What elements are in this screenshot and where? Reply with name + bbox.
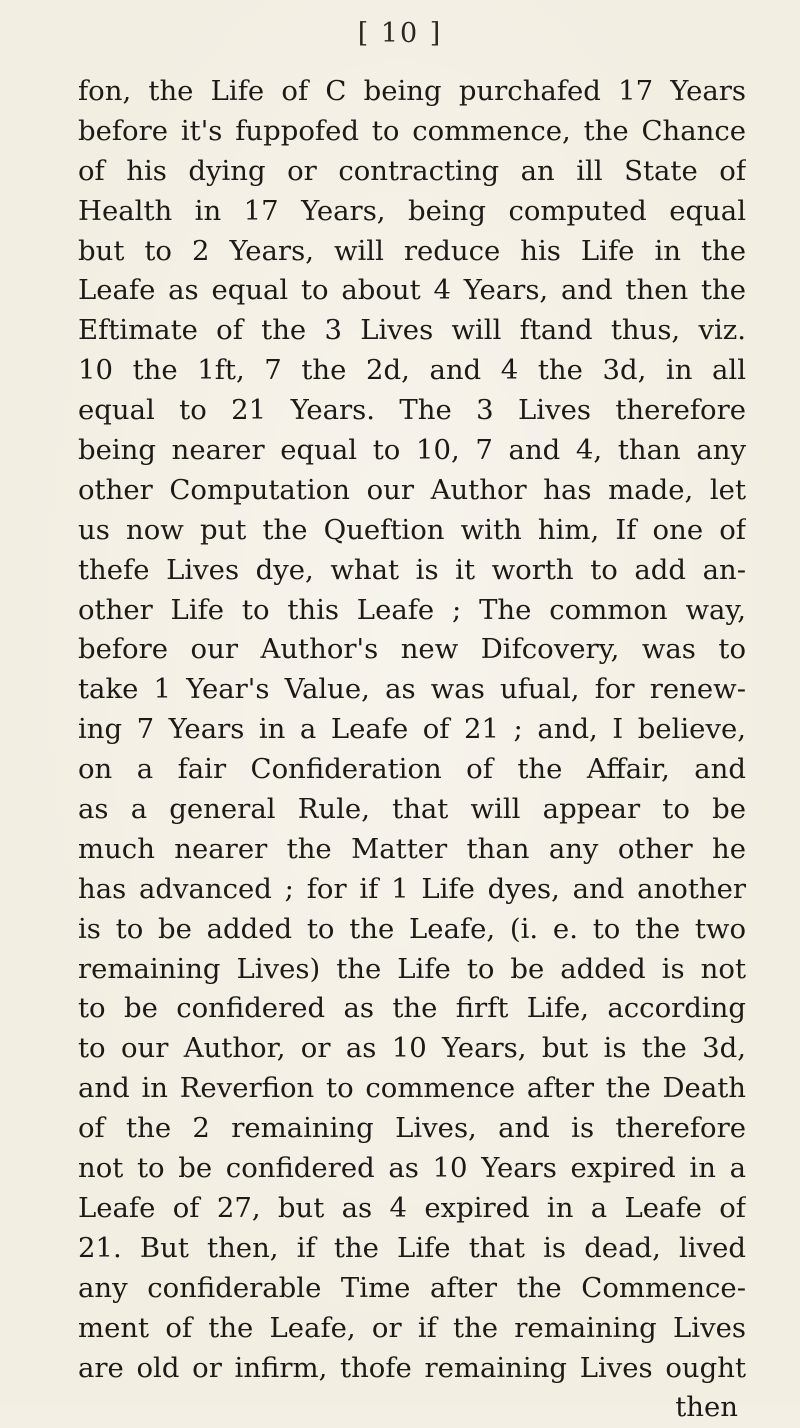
text-line: 10 the 1ft, 7 the 2d, and 4 the 3d, in all — [78, 354, 746, 387]
text-line: ing 7 Years in a Leafe of 21 ; and, I believe, — [78, 713, 746, 746]
text-line: being nearer equal to 10, 7 and 4, than any — [78, 434, 746, 467]
text-line: is to be added to the Leafe, (i. e. to the two — [78, 912, 746, 945]
text-line: of his dying or contracting an ill State of — [78, 154, 746, 187]
text-line: are old or infirm, thofe remaining Lives ought — [78, 1351, 746, 1384]
text-line: to our Author, or as 10 Years, but is the 3d, — [78, 1032, 746, 1065]
text-line: equal to 21 Years. The 3 Lives therefore — [78, 394, 746, 427]
text-line: to be confidered as the firft Life, according — [78, 992, 746, 1025]
text-line: and in Reverfion to commence after the Death — [78, 1072, 746, 1105]
text-line: other Life to this Leafe ; The common way, — [78, 593, 746, 626]
text-line: any confiderable Time after the Commence- — [78, 1271, 746, 1304]
text-line: other Computation our Author has made, let — [78, 473, 746, 506]
text-line: has advanced ; for if 1 Life dyes, and another — [78, 872, 746, 905]
text-line: before our Author's new Difcovery, was to — [78, 633, 746, 666]
text-line: much nearer the Matter than any other he — [78, 832, 746, 865]
text-line: of the 2 remaining Lives, and is therefore — [78, 1112, 746, 1145]
catchword: then — [675, 1391, 738, 1424]
body-text — [78, 72, 746, 1428]
text-line: before it's fuppofed to commence, the Chance — [78, 114, 746, 147]
text-line: remaining Lives) the Life to be added is not — [78, 952, 746, 985]
text-line: 21. But then, if the Life that is dead, lived — [78, 1231, 746, 1264]
text-line: thefe Lives dye, what is it worth to add an- — [78, 553, 746, 586]
text-line: Leafe as equal to about 4 Years, and then the — [78, 274, 746, 307]
text-line: Eftimate of the 3 Lives will ftand thus, viz. — [78, 314, 746, 347]
text-line: Health in 17 Years, being computed equal — [78, 194, 746, 227]
text-line: as a general Rule, that will appear to be — [78, 793, 746, 826]
text-line: but to 2 Years, will reduce his Life in the — [78, 234, 746, 267]
text-line: ment of the Leafe, or if the remaining Lives — [78, 1311, 746, 1344]
text-line: not to be confidered as 10 Years expired in a — [78, 1152, 746, 1185]
page-number: [ 10 ] — [357, 18, 443, 49]
text-line: on a fair Confideration of the Affair, and — [78, 753, 746, 786]
text-line: us now put the Queftion with him, If one of — [78, 513, 746, 546]
text-line: fon, the Life of C being purchafed 17 Years — [78, 75, 746, 107]
text-line: Leafe of 27, but as 4 expired in a Leafe of — [78, 1191, 746, 1224]
text-line: take 1 Year's Value, as was ufual, for renew- — [78, 673, 746, 706]
